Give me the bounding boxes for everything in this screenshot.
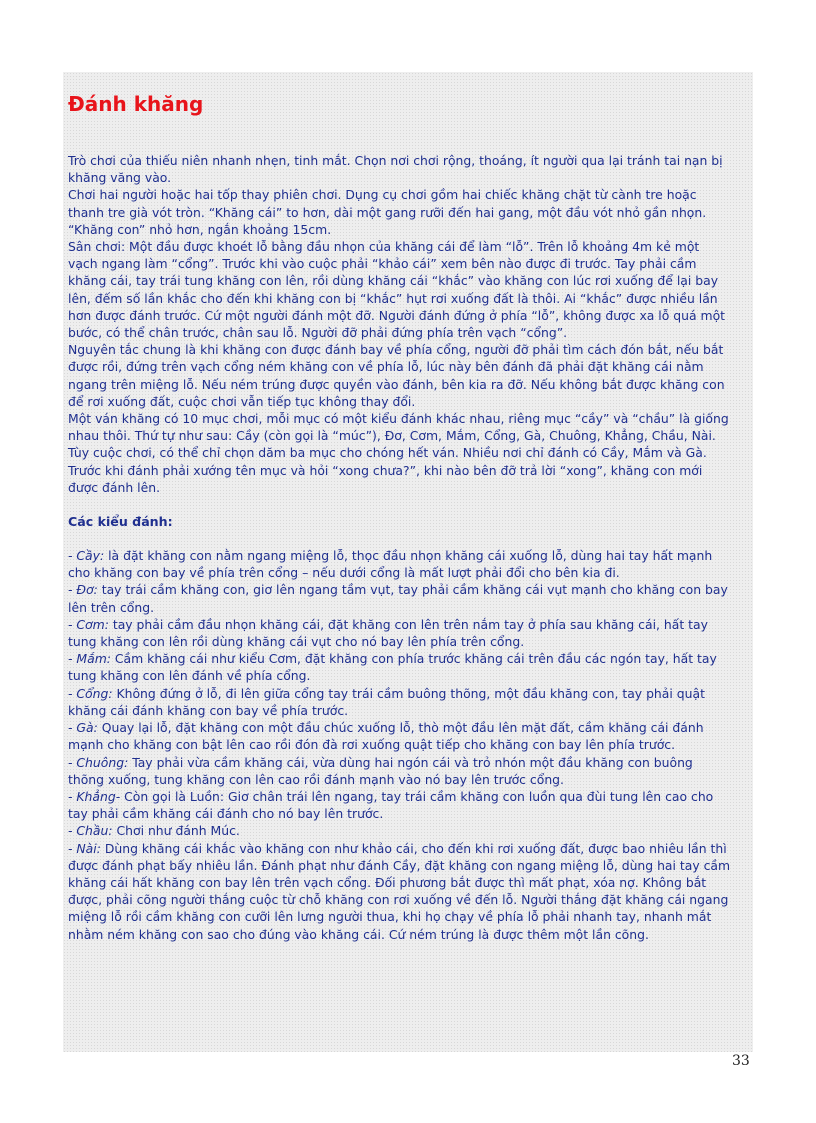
style-label: - Cầy: xyxy=(68,548,105,564)
style-label: - Khẳng- xyxy=(68,788,121,804)
style-label: - Gà: xyxy=(68,720,98,736)
style-text: Cầm khăng cái như kiểu Cơm, đặt khăng con phía trước khăng cái trên đầu các ngón tay, hất tay tung khăng con lên đánh về phía cổng. xyxy=(68,651,717,684)
style-item-cong xyxy=(68,685,732,719)
styles-heading: Các kiểu đánh: xyxy=(68,514,173,530)
style-text: tay phải cầm đầu nhọn khăng cái, đặt khăng con lên trên nắm tay ở phía sau khăng cái, hất tay tung khăng con lên rồi dùng khăng cái vụt cho nó bay lên phía trên cổng. xyxy=(68,616,708,650)
style-text: tay trái cầm khăng con, giơ lên ngang tầm vụt, tay phải cầm khăng cái vụt mạnh cho khăng con bay lên trên cổng. xyxy=(68,582,728,615)
style-item-cay xyxy=(68,547,732,581)
document-title: Đánh khăng xyxy=(68,92,204,116)
style-text: Tay phải vừa cầm khăng cái, vừa dùng hai ngón cái và trỏ nhón một đầu khăng con buông thõng xuống, tung khăng con lên cao rồi đánh mạnh vào nó bay lên trước cổng. xyxy=(68,754,693,787)
call-paragraph: Trước khi đánh phải xướng tên mục và hỏi “xong chưa?”, khi nào bên đỡ trả lời “xong”, khăng con mới được đánh lên. xyxy=(68,462,703,495)
field-paragraph: Sân chơi: Một đầu được khoét lỗ bằng đầu nhọn của khăng cái để làm “lỗ”. Trên lỗ khoảng 4m kẻ một vạch ngang làm “cổng”. Trước khi vào cuộc phải “khảo cái” xem bên nào được đi trước. Tay phải cầm khăng cái, tay trái tung khăng con lên, rồi dùng khăng cái “khắc” vào khăng con lúc rơi xuống để lại bay lên, đếm số lần khắc cho đến khi khăng con bị “khắc” hụt rơi xuống đất là thôi. Ai “khắc” được nhiều lần hơn được đánh trước. Cứ một người đánh một đỡ. Người đánh đứng ở phía “lỗ”, không được xa lỗ quá một bước, có thể chân trước, chân sau lỗ. Người đỡ phải đứng phía trên vạch “cổng”. xyxy=(68,239,726,341)
page-number: 33 xyxy=(732,1053,750,1069)
style-label: - Chầu: xyxy=(68,823,113,839)
style-item-do xyxy=(68,581,732,615)
style-label: - Cổng: xyxy=(68,685,113,701)
style-label: - Nài: xyxy=(68,840,101,856)
style-item-chuong xyxy=(68,754,732,788)
intro-paragraph: Trò chơi của thiếu niên nhanh nhẹn, tinh mắt. Chọn nơi chơi rộng, thoáng, ít người qua lại tránh tai nạn bị khăng văng vào. xyxy=(68,153,723,186)
style-label: - Cơm: xyxy=(68,616,109,632)
style-text: Còn gọi là Luồn: Giơ chân trái lên ngang, tay trái cầm khăng con luồn qua đùi tung lên cao cho tay phải cầm khăng cái đánh cho nó bay lên trước. xyxy=(68,788,714,822)
style-text: Chơi như đánh Múc. xyxy=(112,823,240,839)
style-label: - Đơ: xyxy=(68,582,98,598)
rules-paragraph: Nguyên tắc chung là khi khăng con được đánh bay về phía cổng, người đỡ phải tìm cách đón bắt, nếu bắt được rồi, đứng trên vạch cổng ném khăng con về phía lỗ, lúc này bên đánh đã phải đặt khăng cái nằm ngang trên miệng lỗ. Nếu ném trúng được quyền vào đánh, bên kia ra đỡ. Nếu không bắt được khăng con để rơi xuống đất, cuộc chơi vẫn tiếp tục không thay đổi. xyxy=(68,342,725,409)
style-text: là đặt khăng con nằm ngang miệng lỗ, thọc đầu nhọn khăng cái xuống lỗ, dùng hai tay hất mạnh cho khăng con bay về phía trên cổng – nếu dưới cổng là mất lượt phải đổi cho bên kia đi. xyxy=(68,548,713,581)
spacer xyxy=(68,496,732,513)
style-label: - Chuông: xyxy=(68,754,129,770)
options-paragraph: Tùy cuộc chơi, có thể chỉ chọn dăm ba mục cho chóng hết ván. Nhiều nơi chỉ đánh có Cầy, Mắm và Gà. xyxy=(68,445,707,461)
style-text: Dùng khăng cái khắc vào khăng con như khảo cái, cho đến khi rơi xuống đất, được bao nhiêu lần thì được đánh phạt bấy nhiêu lần. Đánh phạt như đánh Cầy, đặt khăng con ngang miệng lỗ, dùng hai tay cầm khăng cái hất khăng con bay lên trên vạch cổng. Đối phương bắt được thì mất phạt, xóa nợ. Không bắt được, phải cõng người thắng cuộc từ chỗ khăng con rơi xuống về đến lỗ. Người thắng đặt khăng cái ngang miệng lỗ rồi cầm khăng con cưỡi lên lưng người thua, khi họ chạy về phía lỗ phải nhanh tay, nhanh mắt nhằm ném khăng con sao cho đúng vào khăng cái. Cứ ném trúng là được thêm một lần cõng. xyxy=(68,840,731,942)
spacer xyxy=(68,118,732,152)
spacer xyxy=(68,530,732,547)
style-item-com xyxy=(68,616,732,650)
document-body xyxy=(68,90,732,943)
style-item-nai xyxy=(68,840,732,943)
style-text: Không đứng ở lỗ, đi lên giữa cổng tay trái cầm buông thõng, một đầu khăng con, tay phải quật khăng cái đánh khăng con bay về phía trước. xyxy=(68,685,705,718)
rounds-paragraph: Một ván khăng có 10 mục chơi, mỗi mục có một kiểu đánh khác nhau, riêng mục “cầy” và “chầu” là giống nhau thôi. Thứ tự như sau: Cầy (còn gọi là “múc”), Đơ, Cơm, Mắm, Cổng, Gà, Chuông, Khẳng, Chầu, Nài. xyxy=(68,411,729,444)
equipment-paragraph: Chơi hai người hoặc hai tốp thay phiên chơi. Dụng cụ chơi gồm hai chiếc khăng chặt từ cành tre hoặc thanh tre già vót tròn. “Khăng cái” to hơn, dài một gang rưỡi đến hai gang, một đầu vót nhỏ gần nhọn. “Khăng con” nhỏ hơn, ngắn khoảng 15cm. xyxy=(68,187,707,237)
style-label: - Mắm: xyxy=(68,651,111,667)
style-item-chau xyxy=(68,822,732,839)
style-text: Quay lại lỗ, đặt khăng con một đầu chúc xuống lỗ, thò một đầu lên mặt đất, cầm khăng cái đánh mạnh cho khăng con bật lên cao rồi đón đà rơi xuống quật tiếp cho khăng con bay lên phía trước. xyxy=(68,720,704,753)
style-item-khang xyxy=(68,788,732,822)
style-item-mam xyxy=(68,650,732,684)
style-item-ga xyxy=(68,719,732,753)
